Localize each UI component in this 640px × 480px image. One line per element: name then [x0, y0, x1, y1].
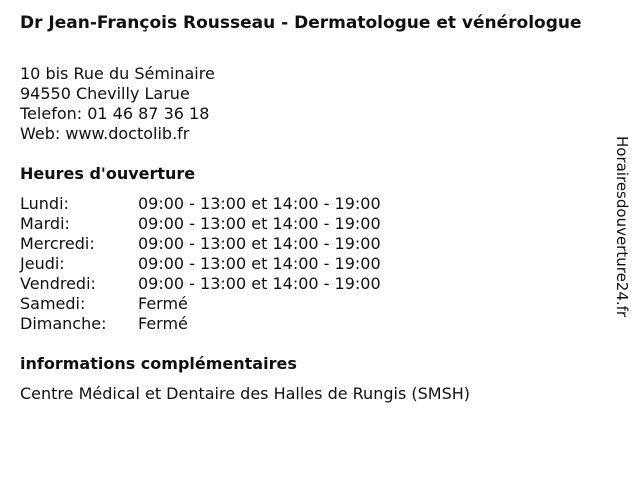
page-title: Dr Jean-François Rousseau - Dermatologue et vénérologue: [20, 13, 582, 33]
hours-row-sunday: [20, 314, 381, 334]
day-hours: 09:00 - 13:00 et 14:00 - 19:00: [138, 214, 381, 233]
opening-hours-heading: Heures d'ouverture: [20, 164, 196, 183]
day-hours: 09:00 - 13:00 et 14:00 - 19:00: [138, 274, 381, 293]
hours-row-wednesday: [20, 234, 381, 254]
site-watermark: Horairesdouverture24.fr: [613, 136, 631, 318]
day-hours: Fermé: [138, 314, 188, 333]
website: Web: www.doctolib.fr: [20, 124, 190, 143]
day-label: Jeudi:: [20, 254, 65, 273]
hours-row-friday: [20, 274, 381, 294]
street-address: 10 bis Rue du Séminaire: [20, 64, 215, 83]
city-postal-code: 94550 Chevilly Larue: [20, 84, 190, 103]
additional-info-text: Centre Médical et Dentaire des Halles de Rungis (SMSH): [20, 384, 470, 403]
hours-row-tuesday: [20, 214, 381, 234]
address-block: [20, 64, 215, 144]
day-label: Lundi:: [20, 194, 69, 213]
day-hours: Fermé: [138, 294, 188, 313]
day-label: Samedi:: [20, 294, 86, 313]
day-hours: 09:00 - 13:00 et 14:00 - 19:00: [138, 234, 381, 253]
day-label: Mercredi:: [20, 234, 95, 253]
hours-row-saturday: [20, 294, 381, 314]
additional-info-heading: informations complémentaires: [20, 354, 297, 373]
hours-row-monday: [20, 194, 381, 214]
phone-number: Telefon: 01 46 87 36 18: [20, 104, 210, 123]
day-label: Vendredi:: [20, 274, 96, 293]
day-hours: 09:00 - 13:00 et 14:00 - 19:00: [138, 194, 381, 213]
day-label: Mardi:: [20, 214, 70, 233]
hours-row-thursday: [20, 254, 381, 274]
day-hours: 09:00 - 13:00 et 14:00 - 19:00: [138, 254, 381, 273]
opening-hours-table: [20, 194, 381, 334]
day-label: Dimanche:: [20, 314, 107, 333]
